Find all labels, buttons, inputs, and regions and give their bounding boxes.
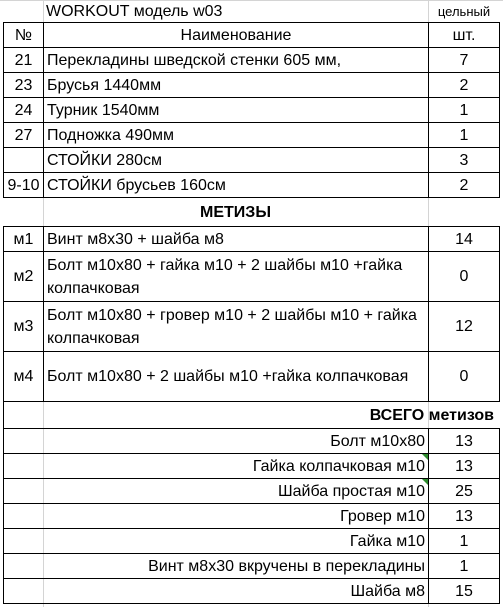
- empty-cell[interactable]: [3, 402, 43, 429]
- totals-section-title[interactable]: ВСЕГО метизов: [43, 402, 500, 429]
- part-qty[interactable]: 2: [428, 173, 500, 198]
- hardware-section-title[interactable]: МЕТИЗЫ: [200, 203, 271, 221]
- hardware-qty[interactable]: 0: [428, 352, 500, 402]
- empty-cell[interactable]: [3, 554, 43, 579]
- part-qty[interactable]: 3: [428, 148, 500, 173]
- part-num[interactable]: 24: [3, 98, 43, 123]
- part-qty[interactable]: 7: [428, 48, 500, 73]
- total-qty[interactable]: 13: [428, 429, 500, 454]
- total-qty[interactable]: 1: [428, 529, 500, 554]
- total-qty[interactable]: 15: [428, 579, 500, 604]
- part-num[interactable]: 9-10: [3, 173, 43, 198]
- part-num[interactable]: [3, 148, 43, 173]
- column-header-qty[interactable]: шт.: [428, 22, 500, 48]
- part-name[interactable]: Перекладины шведской стенки 605 мм,: [43, 48, 428, 73]
- part-num[interactable]: 21: [3, 48, 43, 73]
- total-qty[interactable]: 13: [428, 504, 500, 529]
- hardware-num[interactable]: м1: [3, 226, 43, 252]
- hardware-num[interactable]: м2: [3, 252, 43, 302]
- hardware-qty[interactable]: 0: [428, 252, 500, 302]
- part-name[interactable]: СТОЙКИ брусьев 160см: [43, 173, 428, 198]
- part-qty[interactable]: 1: [428, 123, 500, 148]
- type-label[interactable]: цельный: [437, 3, 491, 19]
- part-qty[interactable]: 1: [428, 98, 500, 123]
- total-qty[interactable]: 13: [428, 454, 500, 479]
- hardware-qty[interactable]: 12: [428, 302, 500, 352]
- part-num[interactable]: 27: [3, 123, 43, 148]
- empty-cell[interactable]: [3, 529, 43, 554]
- part-name[interactable]: СТОЙКИ 280см: [43, 148, 428, 173]
- hardware-num[interactable]: м3: [3, 302, 43, 352]
- total-name[interactable]: Шайба простая м10: [43, 479, 428, 504]
- empty-cell[interactable]: [3, 454, 43, 479]
- empty-cell[interactable]: [3, 429, 43, 454]
- hardware-name[interactable]: Болт м10х80 + гайка м10 + 2 шайбы м10 +гайка колпачковая: [43, 252, 428, 302]
- empty-cell[interactable]: [3, 504, 43, 529]
- part-name[interactable]: Подножка 490мм: [43, 123, 428, 148]
- total-name[interactable]: Гровер м10: [43, 504, 428, 529]
- hardware-qty[interactable]: 14: [428, 226, 500, 252]
- hardware-num[interactable]: м4: [3, 352, 43, 402]
- total-name[interactable]: Болт м10х80: [43, 429, 428, 454]
- total-qty[interactable]: 25: [428, 479, 500, 504]
- hardware-name[interactable]: Болт м10х80 + 2 шайбы м10 +гайка колпачковая: [43, 352, 428, 402]
- total-name[interactable]: Гайка колпачковая м10: [43, 454, 428, 479]
- part-name[interactable]: Турник 1540мм: [43, 98, 428, 123]
- total-qty[interactable]: 1: [428, 554, 500, 579]
- part-name[interactable]: Брусья 1440мм: [43, 73, 428, 98]
- sheet-title[interactable]: WORKOUT модель w03: [46, 2, 223, 20]
- empty-cell[interactable]: [3, 579, 43, 604]
- hardware-name[interactable]: Винт м8х30 + шайба м8: [43, 226, 428, 252]
- column-header-num[interactable]: №: [3, 22, 43, 48]
- total-name[interactable]: Винт м8х30 вкручены в перекладины: [43, 554, 428, 579]
- hardware-name[interactable]: Болт м10х80 + гровер м10 + 2 шайбы м10 + гайка колпачковая: [43, 302, 428, 352]
- empty-cell[interactable]: [3, 479, 43, 504]
- total-name[interactable]: Гайка м10: [43, 529, 428, 554]
- part-qty[interactable]: 2: [428, 73, 500, 98]
- column-header-name[interactable]: Наименование: [43, 22, 428, 48]
- total-name[interactable]: Шайба м8: [43, 579, 428, 604]
- part-num[interactable]: 23: [3, 73, 43, 98]
